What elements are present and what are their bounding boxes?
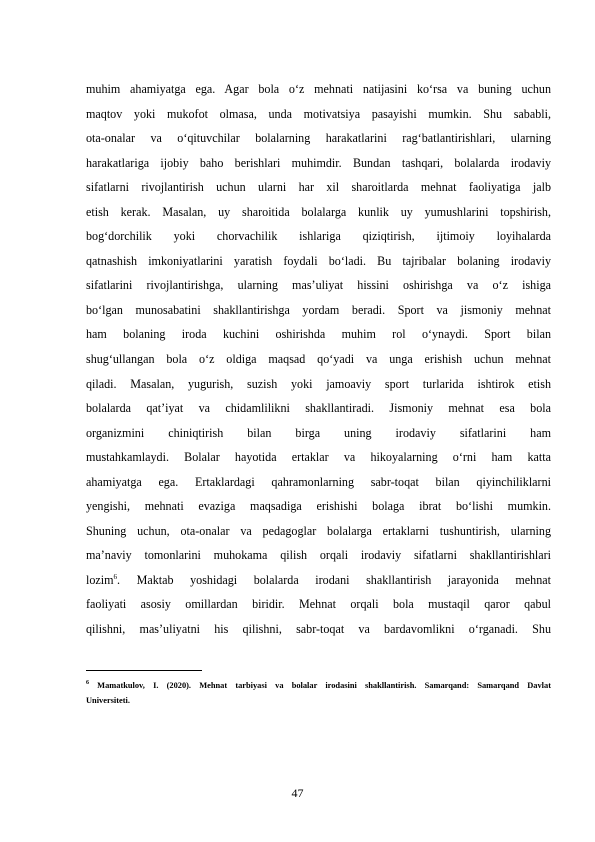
- footnote-reference[interactable]: 6: [113, 572, 118, 581]
- footnote: [86, 678, 551, 708]
- text-line: qatnashish imkoniyatlarini yaratish foydali bo‘ladi. Bu tajribalar bolaning irodaviy: [86, 253, 551, 268]
- text-line: mustahkamlaydi. Bolalar hayotida ertaklar va hikoyalarning o‘rni ham katta: [86, 450, 551, 465]
- page-number: 47: [291, 786, 304, 800]
- text-line: qilishni, mas’uliyatni his qilishni, sabr-toqat va bardavomlikni o‘rganadi. Shu: [86, 622, 551, 637]
- text-line: bolalarda qat’iyat va chidamlilikni shakllantiradi. Jismoniy mehnat esa bola: [86, 401, 551, 416]
- text-line: faoliyati asosiy omillardan biridir. Mehnat orqali bola mustaqil qaror qabul: [86, 597, 551, 612]
- text-line: organizmini chiniqtirish bilan birga uning irodaviy sifatlarini ham: [86, 425, 551, 440]
- text-line: qiladi. Masalan, yugurish, suzish yoki jamoaviy sport turlarida ishtirok etish: [86, 376, 551, 391]
- footnote-line: [86, 678, 551, 693]
- text-line: sifatlarni rivojlantirish uchun ularni har xil sharoitlarda mehnat faoliyatiga jalb: [86, 180, 551, 195]
- text-line: ham bolaning iroda kuchini oshirishda muhim rol o‘ynaydi. Sport bilan: [86, 327, 551, 342]
- text-line: shug‘ullangan bola o‘z oldiga maqsad qo‘yadi va unga erishish uchun mehnat: [86, 352, 551, 367]
- text-line: bog‘dorchilik yoki chorvachilik ishlariga qiziqtirish, ijtimoiy loyihalarda: [86, 229, 551, 244]
- body-paragraph: [86, 77, 551, 642]
- text-line: harakatlariga ijobiy baho berishlari muhimdir. Bundan tashqari, bolalarda irodaviy: [86, 155, 551, 170]
- text-fragment: . Maktab yoshidagi bolalarda irodani shakllantirish jarayonida mehnat: [117, 572, 551, 587]
- text-line: ma’naviy tomonlarini muhokama qilish orqali irodaviy sifatlarni shakllantirishlari: [86, 548, 551, 563]
- text-line: bo‘lgan munosabatini shakllantirishga yordam beradi. Sport va jismoniy mehnat: [86, 302, 551, 317]
- text-line: ota-onalar va o‘qituvchilar bolalarning harakatlarini rag‘batlantirishlari, ularning: [86, 131, 551, 146]
- text-line: maqtov yoki mukofot olmasa, unda motivatsiya pasayishi mumkin. Shu sababli,: [86, 106, 551, 121]
- footnote-number: 6: [86, 680, 89, 686]
- text-line-with-footnote: [86, 568, 551, 593]
- text-line: yengishi, mehnati evaziga maqsadiga erishishi bolaga ibrat bo‘lishi mumkin.: [86, 499, 551, 514]
- text-line: etish kerak. Masalan, uy sharoitida bolalarga kunlik uy yumushlarini topshirish,: [86, 204, 551, 219]
- footnote-text: Mamatkulov, I. (2020). Mehnat tarbiyasi va bolalar irodasini shakllantirish. Samarqand: Samarqand Davlat: [89, 681, 551, 690]
- text-line: muhim ahamiyatga ega. Agar bola o‘z mehnati natijasini ko‘rsa va buning uchun: [86, 82, 551, 96]
- footnote-separator: [86, 670, 202, 671]
- text-line: ahamiyatga ega. Ertaklardagi qahramonlarning sabr-toqat bilan qiyinchiliklarni: [86, 474, 551, 489]
- text-fragment: lozim: [86, 572, 114, 587]
- text-line: Shuning uchun, ota-onalar va pedagoglar bolalarga ertaklarni tushuntirish, ularning: [86, 523, 551, 538]
- text-line: sifatlarini rivojlantirishga, ularning mas’uliyat hissini oshirishga va o‘z ishiga: [86, 278, 551, 293]
- footnote-line: Universiteti.: [86, 696, 130, 705]
